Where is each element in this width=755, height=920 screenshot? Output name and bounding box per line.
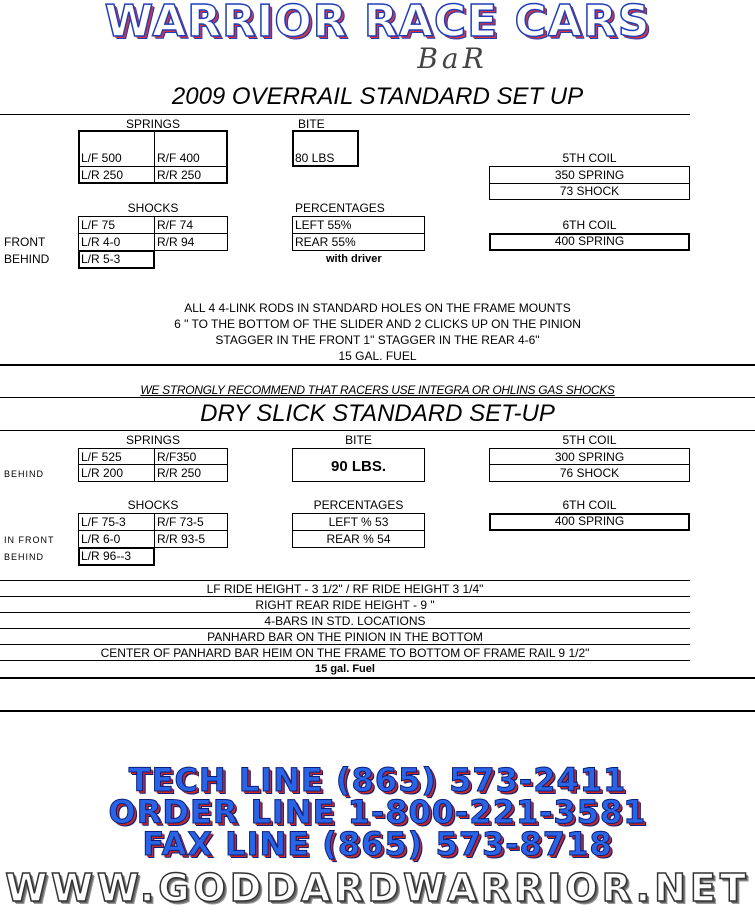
section1-shocks-rf: R/F 74 xyxy=(157,218,194,232)
section2-row-3: 4-BARS IN STD. LOCATIONS xyxy=(264,614,426,628)
section1-note-4: 15 GAL. FUEL xyxy=(338,349,417,363)
section1-springs-label: SPRINGS xyxy=(125,117,180,131)
recommendation-text: WE STRONGLY RECOMMEND THAT RACERS USE INTEGRA OR OHLINS GAS SHOCKS xyxy=(140,383,615,397)
section1-percentages-note: with driver xyxy=(326,253,382,265)
section1-fifth-coil-spring: 350 SPRING xyxy=(554,168,625,182)
section2-fifth-coil-shock: 76 SHOCK xyxy=(559,466,620,480)
section2-fifth-coil-spring: 300 SPRING xyxy=(554,450,625,464)
section2-shocks-lr: L/R 6-0 xyxy=(81,532,121,546)
section2-bite-label: BITE xyxy=(345,433,372,447)
section1-sixth-coil-label: 6TH COIL xyxy=(562,218,617,232)
divider xyxy=(0,660,690,661)
section2-shocks-rr: R/R 93-5 xyxy=(157,532,206,546)
section1-fifth-coil-label: 5TH COIL xyxy=(562,151,617,165)
section1-percentages-rear: REAR 55% xyxy=(295,235,356,249)
divider xyxy=(154,131,155,183)
section2-row-2: RIGHT REAR RIDE HEIGHT - 9 " xyxy=(255,598,435,612)
divider xyxy=(0,596,690,597)
divider xyxy=(78,233,228,234)
divider xyxy=(154,448,155,482)
section2-springs-rr: R/R 250 xyxy=(157,466,202,480)
section2-bite-value: 90 LBS. xyxy=(330,458,387,475)
section1-springs-rf: R/F 400 xyxy=(157,151,200,165)
section2-springs-rf: R/F350 xyxy=(157,450,197,464)
section1-note-2: 6 " TO THE BOTTOM OF THE SLIDER AND 2 CLICKS UP ON THE PINION xyxy=(174,317,581,331)
section2-behind-label: BEHIND xyxy=(4,552,45,562)
section1-title-rule xyxy=(0,114,690,115)
fax-line: FAX LINE (865) 573-8718 xyxy=(142,825,613,863)
brand-logo-text: WARRIOR RACE CARS xyxy=(104,0,651,47)
divider xyxy=(0,397,755,398)
section2-front-label: IN FRONT xyxy=(4,535,55,545)
section1-title: 2009 OVERRAIL STANDARD SET UP xyxy=(171,83,584,110)
section2-percentages-rear: REAR % 54 xyxy=(326,532,391,546)
section2-sixth-coil-spring: 400 SPRING xyxy=(554,514,625,528)
section2-shocks-lr2: L/R 96--3 xyxy=(81,549,132,563)
section2-springs-behind-label: BEHIND xyxy=(4,469,45,479)
divider xyxy=(79,166,227,167)
divider xyxy=(0,612,690,613)
section2-row-5: CENTER OF PANHARD BAR HEIM ON THE FRAME TO BOTTOM OF FRAME RAIL 9 1/2" xyxy=(100,646,590,660)
section1-fifth-coil-shock: 73 SHOCK xyxy=(559,184,620,198)
section1-front-label: FRONT xyxy=(4,235,46,249)
section2-title: DRY SLICK STANDARD SET-UP xyxy=(200,400,555,427)
section1-springs-rr: R/R 250 xyxy=(157,168,202,182)
section1-behind-label: BEHIND xyxy=(4,252,50,266)
divider xyxy=(0,710,755,712)
divider xyxy=(292,233,425,234)
section1-sixth-coil-spring: 400 SPRING xyxy=(554,234,625,248)
section1-note-1: ALL 4 4-LINK RODS IN STANDARD HOLES ON THE FRAME MOUNTS xyxy=(184,301,571,315)
section2-shocks-label: SHOCKS xyxy=(127,498,179,512)
signature-logo: BaR xyxy=(417,42,488,75)
divider xyxy=(78,530,228,531)
section1-percentages-label: PERCENTAGES xyxy=(295,201,385,215)
section2-shocks-lf: L/F 75-3 xyxy=(81,515,126,529)
divider xyxy=(0,644,690,645)
divider xyxy=(0,677,755,679)
section1-shocks-label: SHOCKS xyxy=(127,201,179,215)
section-divider-rule xyxy=(0,364,755,366)
section2-springs-label: SPRINGS xyxy=(125,433,180,447)
section2-percentages-label: PERCENTAGES xyxy=(313,498,404,512)
section1-percentages-left: LEFT 55% xyxy=(295,218,352,232)
section1-shocks-lr2: L/R 5-3 xyxy=(81,252,121,266)
divider xyxy=(0,628,690,629)
section2-sixth-coil-label: 6TH COIL xyxy=(562,498,617,512)
section1-note-3: STAGGER IN THE FRONT 1" STAGGER IN THE REAR 4-6" xyxy=(215,333,540,347)
section2-row-4: PANHARD BAR ON THE PINION IN THE BOTTOM xyxy=(207,630,483,644)
divider xyxy=(292,530,425,531)
section2-percentages-left: LEFT % 53 xyxy=(328,515,389,529)
section1-bite-label: BITE xyxy=(298,117,325,131)
section2-shocks-rf: R/F 73-5 xyxy=(157,515,204,529)
section2-title-rule xyxy=(0,430,755,431)
divider xyxy=(0,580,690,581)
order-line: ORDER LINE 1-800-221-3581 xyxy=(108,793,647,831)
section2-springs-lr: L/R 200 xyxy=(81,466,124,480)
section1-springs-lf: L/F 500 xyxy=(81,151,122,165)
website-url[interactable]: WWW.GODDARDWARRIOR.NET xyxy=(5,866,750,910)
section2-fuel: 15 gal. Fuel xyxy=(315,663,375,675)
section2-springs-lf: L/F 525 xyxy=(81,450,122,464)
section1-bite-value: 80 LBS xyxy=(295,151,335,165)
section1-shocks-lr: L/R 4-0 xyxy=(81,235,121,249)
section2-fifth-coil-label: 5TH COIL xyxy=(562,433,617,447)
section1-shocks-lf: L/F 75 xyxy=(81,218,116,232)
tech-line: TECH LINE (865) 573-2411 xyxy=(128,761,627,799)
section1-shocks-rr: R/R 94 xyxy=(157,235,195,249)
section1-springs-lr: L/R 250 xyxy=(81,168,124,182)
section2-row-1: LF RIDE HEIGHT - 3 1/2" / RF RIDE HEIGHT 3 1/4" xyxy=(206,582,484,596)
